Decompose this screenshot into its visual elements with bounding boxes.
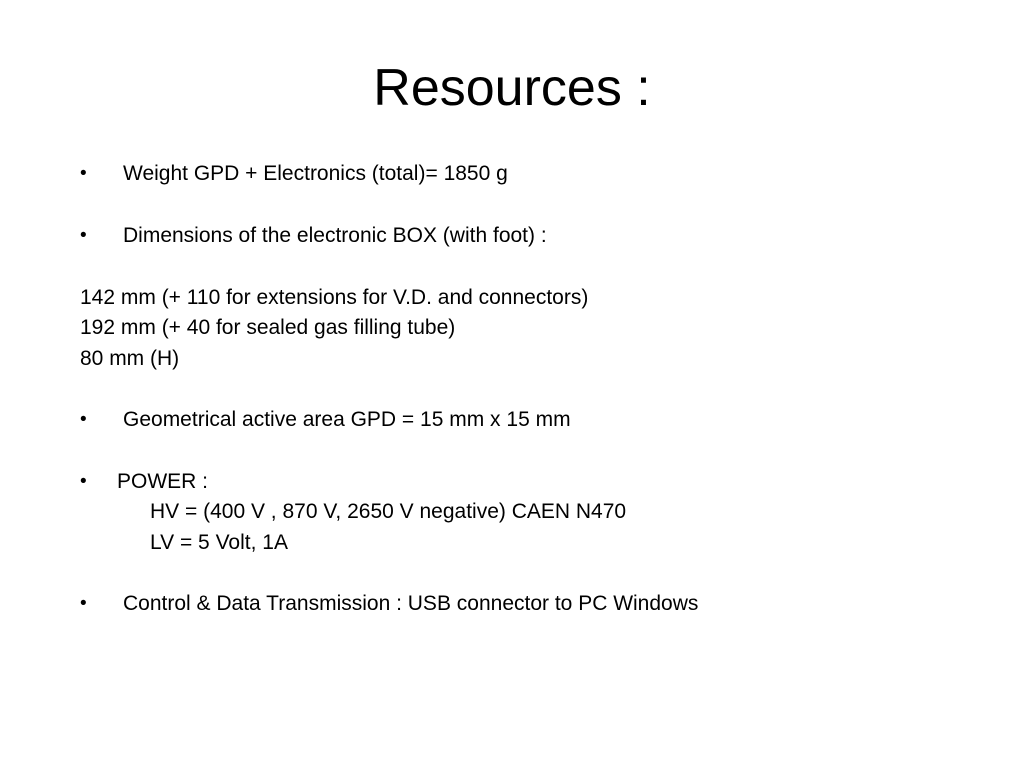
area-text: Geometrical active area GPD = 15 mm x 15 mm: [123, 408, 571, 431]
bullet-control: •: [80, 593, 87, 614]
dimension-line-3: 80 mm (H): [80, 347, 180, 370]
slide-title: Resources :: [373, 59, 651, 117]
weight-text: Weight GPD + Electronics (total)= 1850 g: [123, 162, 508, 185]
dimensions-heading: Dimensions of the electronic BOX (with foot) :: [123, 224, 547, 247]
dimension-line-2: 192 mm (+ 40 for sealed gas filling tube): [80, 316, 456, 339]
bullet-dimensions: •: [80, 225, 87, 246]
power-lv: LV = 5 Volt, 1A: [150, 531, 288, 554]
bullet-area: •: [80, 409, 87, 430]
control-text: Control & Data Transmission : USB connector to PC Windows: [123, 592, 699, 615]
dimension-line-1: 142 mm (+ 110 for extensions for V.D. and connectors): [80, 286, 589, 309]
bullet-power: •: [80, 471, 87, 492]
power-heading: POWER :: [117, 470, 209, 493]
power-hv: HV = (400 V , 870 V, 2650 V negative) CAEN N470: [150, 500, 627, 523]
bullet-weight: •: [80, 163, 87, 184]
